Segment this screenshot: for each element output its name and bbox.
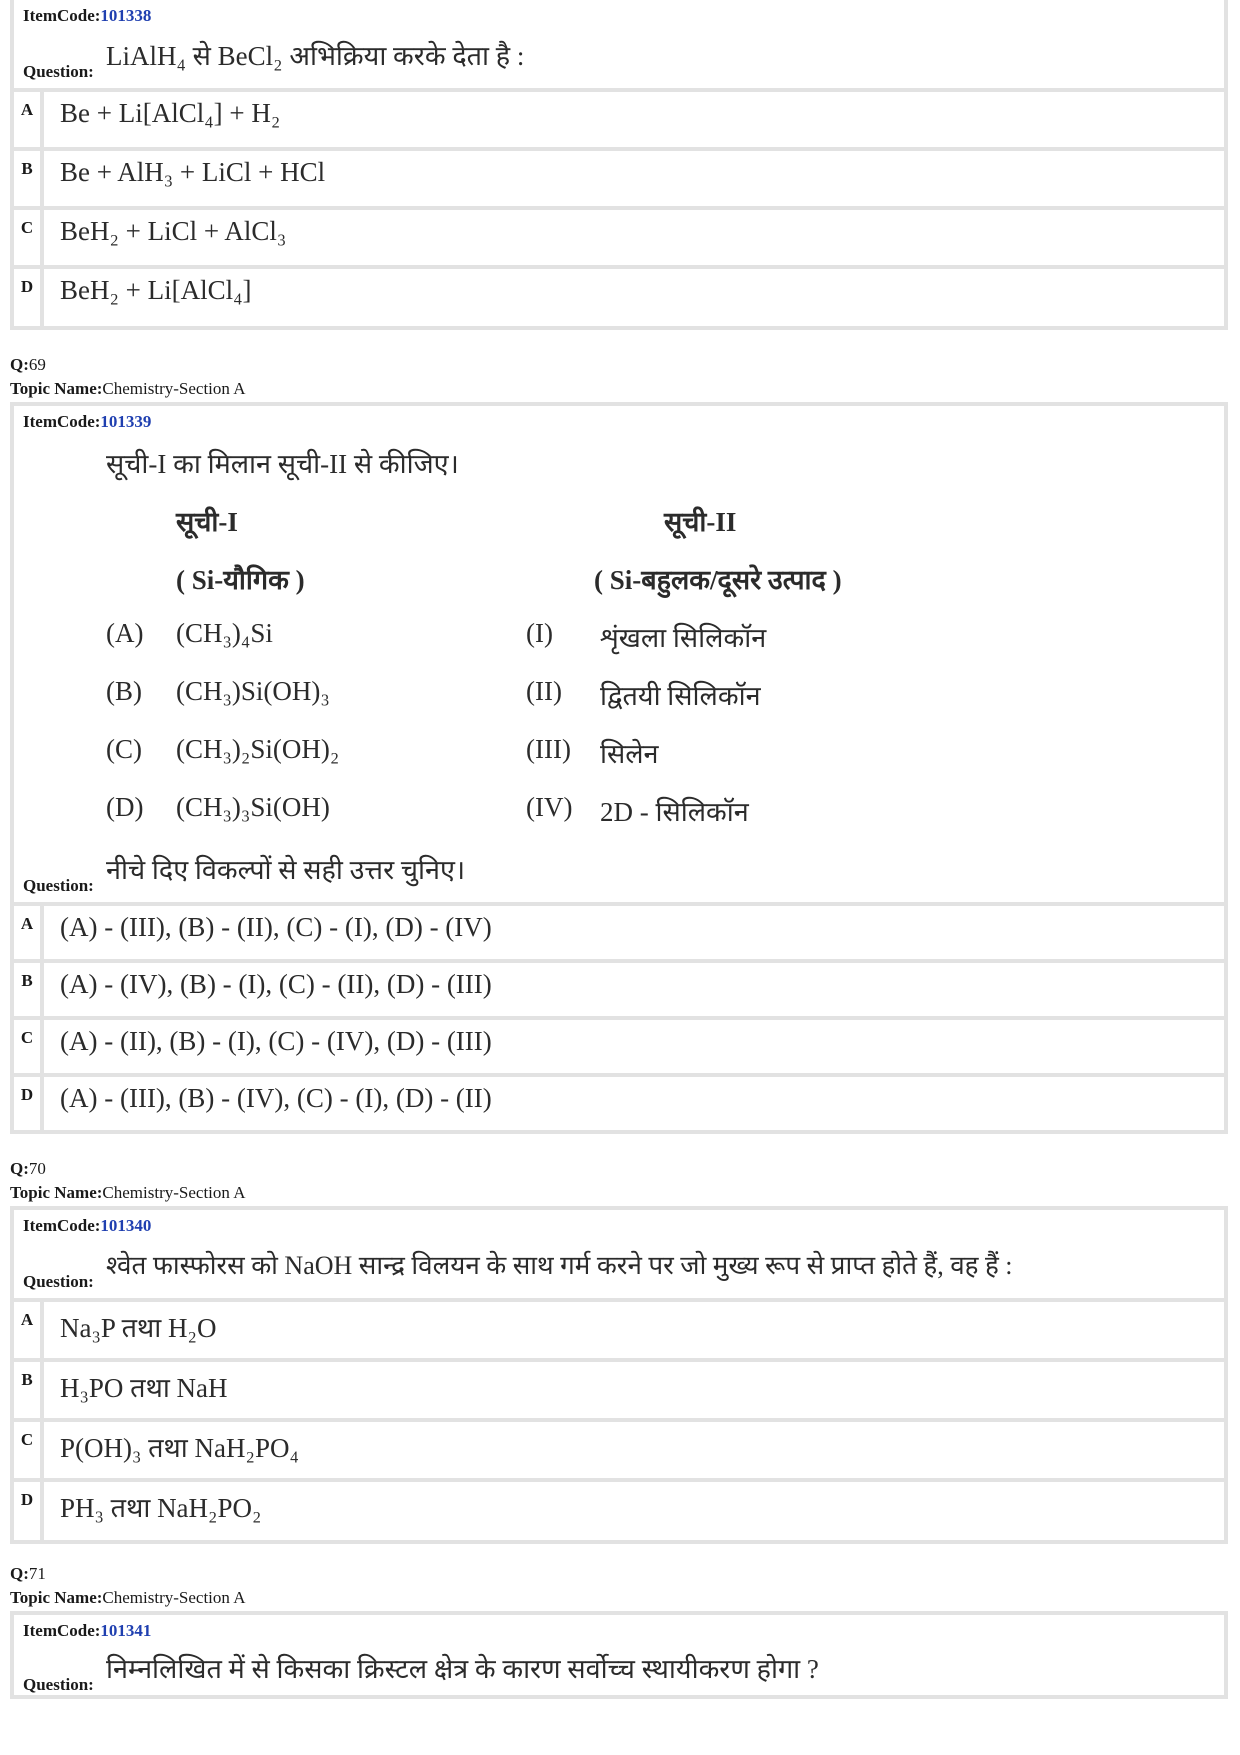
option-d[interactable]	[14, 1478, 1224, 1540]
match-row-iii-product: सिलेन	[600, 739, 659, 769]
question-label: Question:	[23, 1272, 94, 1291]
item-code: ItemCode:101339	[23, 412, 152, 431]
item-code-value: 101340	[100, 1216, 152, 1235]
item-code: ItemCode:101341	[23, 1621, 152, 1640]
option-letter: B	[14, 1362, 44, 1418]
topic-name: Topic Name:Chemistry-Section A	[10, 1183, 246, 1202]
question-block-101340	[10, 1206, 1228, 1544]
option-letter: A	[14, 1302, 44, 1358]
option-letter: D	[14, 1482, 44, 1540]
question-number: Q:70	[10, 1159, 46, 1178]
option-d[interactable]	[14, 1073, 1224, 1130]
option-letter: D	[14, 269, 44, 326]
option-text: Be + AlH₃ + LiCl + HCl	[60, 157, 326, 187]
list1-subtitle: ( Si-यौगिक )	[176, 565, 305, 595]
question-label: Question:	[23, 1675, 94, 1694]
option-text: PH₃ तथा NaH₂PO₂	[60, 1493, 262, 1523]
match-row-ii-label: (II)	[526, 676, 562, 706]
option-b[interactable]	[14, 959, 1224, 1016]
option-letter: C	[14, 1020, 44, 1073]
match-row-i-label: (I)	[526, 618, 553, 648]
match-row-c-label: (C)	[106, 734, 142, 764]
option-letter: C	[14, 1422, 44, 1478]
option-c[interactable]	[14, 1016, 1224, 1073]
option-text: H₃PO तथा NaH	[60, 1373, 228, 1403]
match-row-d-compound: (CH₃)₃Si(OH)	[176, 792, 330, 822]
option-c[interactable]	[14, 206, 1224, 265]
option-letter: B	[14, 963, 44, 1016]
match-row-i-product: शृंखला सिलिकॉन	[600, 623, 767, 653]
topic-name: Topic Name:Chemistry-Section A	[10, 1588, 246, 1607]
question-number: Q:71	[10, 1564, 46, 1583]
question-label: Question:	[23, 876, 94, 895]
match-intro: सूची-I का मिलान सूची-II से कीजिए।	[106, 449, 459, 479]
match-row-ii-product: द्वितयी सिलिकॉन	[600, 681, 761, 711]
match-row-iv-product: 2D - सिलिकॉन	[600, 797, 749, 827]
option-letter: B	[14, 151, 44, 206]
item-code: ItemCode:101338	[23, 6, 152, 25]
option-letter: A	[14, 906, 44, 959]
item-code: ItemCode:101340	[23, 1216, 152, 1235]
match-row-iv-label: (IV)	[526, 792, 573, 822]
option-a[interactable]	[14, 902, 1224, 959]
match-row-a-compound: (CH₃)₄Si	[176, 618, 273, 648]
option-text: Na₃P तथा H₂O	[60, 1313, 217, 1343]
match-row-b-compound: (CH₃)Si(OH)₃	[176, 676, 330, 706]
option-letter: A	[14, 92, 44, 147]
question-text: श्वेत फास्फोरस को NaOH सान्द्र विलयन के साथ गर्म करने पर जो मुख्य रूप से प्राप्त होते हैं, वह हैं :	[106, 1251, 1013, 1280]
question-number: Q:69	[10, 355, 46, 374]
list2-subtitle: ( Si-बहुलक/दूसरे उत्पाद )	[594, 565, 842, 595]
match-row-b-label: (B)	[106, 676, 142, 706]
question-text: LiAlH₄ से BeCl₂ अभिक्रिया करके देता है :	[106, 41, 525, 71]
option-text: (A) - (III), (B) - (II), (C) - (I), (D) - (IV)	[60, 912, 492, 942]
option-b[interactable]	[14, 147, 1224, 206]
option-d[interactable]	[14, 265, 1224, 326]
list1-title: सूची-I	[176, 507, 238, 537]
question-block-101339	[10, 402, 1228, 1134]
item-code-value: 101341	[100, 1621, 152, 1640]
option-letter: D	[14, 1077, 44, 1130]
option-text: P(OH)₃ तथा NaH₂PO₄	[60, 1433, 299, 1463]
match-row-c-compound: (CH₃)₂Si(OH)₂	[176, 734, 340, 764]
item-code-value: 101338	[100, 6, 152, 25]
topic-name: Topic Name:Chemistry-Section A	[10, 379, 246, 398]
match-row-d-label: (D)	[106, 792, 144, 822]
option-text: (A) - (IV), (B) - (I), (C) - (II), (D) - (III)	[60, 969, 492, 999]
option-c[interactable]	[14, 1418, 1224, 1478]
option-text: (A) - (III), (B) - (IV), (C) - (I), (D) - (II)	[60, 1083, 492, 1113]
option-text: (A) - (II), (B) - (I), (C) - (IV), (D) - (III)	[60, 1026, 492, 1056]
option-text: Be + Li[AlCl₄] + H₂	[60, 98, 281, 128]
option-text: BeH₂ + LiCl + AlCl₃	[60, 216, 287, 246]
option-b[interactable]	[14, 1358, 1224, 1418]
item-code-value: 101339	[100, 412, 152, 431]
match-row-iii-label: (III)	[526, 734, 571, 764]
question-label: Question:	[23, 62, 94, 81]
question-text: निम्नलिखित में से किसका क्रिस्टल क्षेत्र के कारण सर्वोच्च स्थायीकरण होगा ?	[106, 1654, 819, 1684]
question-block-101341	[10, 1611, 1228, 1699]
list2-title: सूची-II	[664, 507, 737, 537]
match-row-a-label: (A)	[106, 618, 144, 648]
question-text: नीचे दिए विकल्पों से सही उत्तर चुनिए।	[106, 855, 466, 885]
option-a[interactable]	[14, 88, 1224, 147]
option-a[interactable]	[14, 1298, 1224, 1358]
question-block-101338	[10, 0, 1228, 330]
option-letter: C	[14, 210, 44, 265]
option-text: BeH₂ + Li[AlCl₄]	[60, 275, 252, 305]
